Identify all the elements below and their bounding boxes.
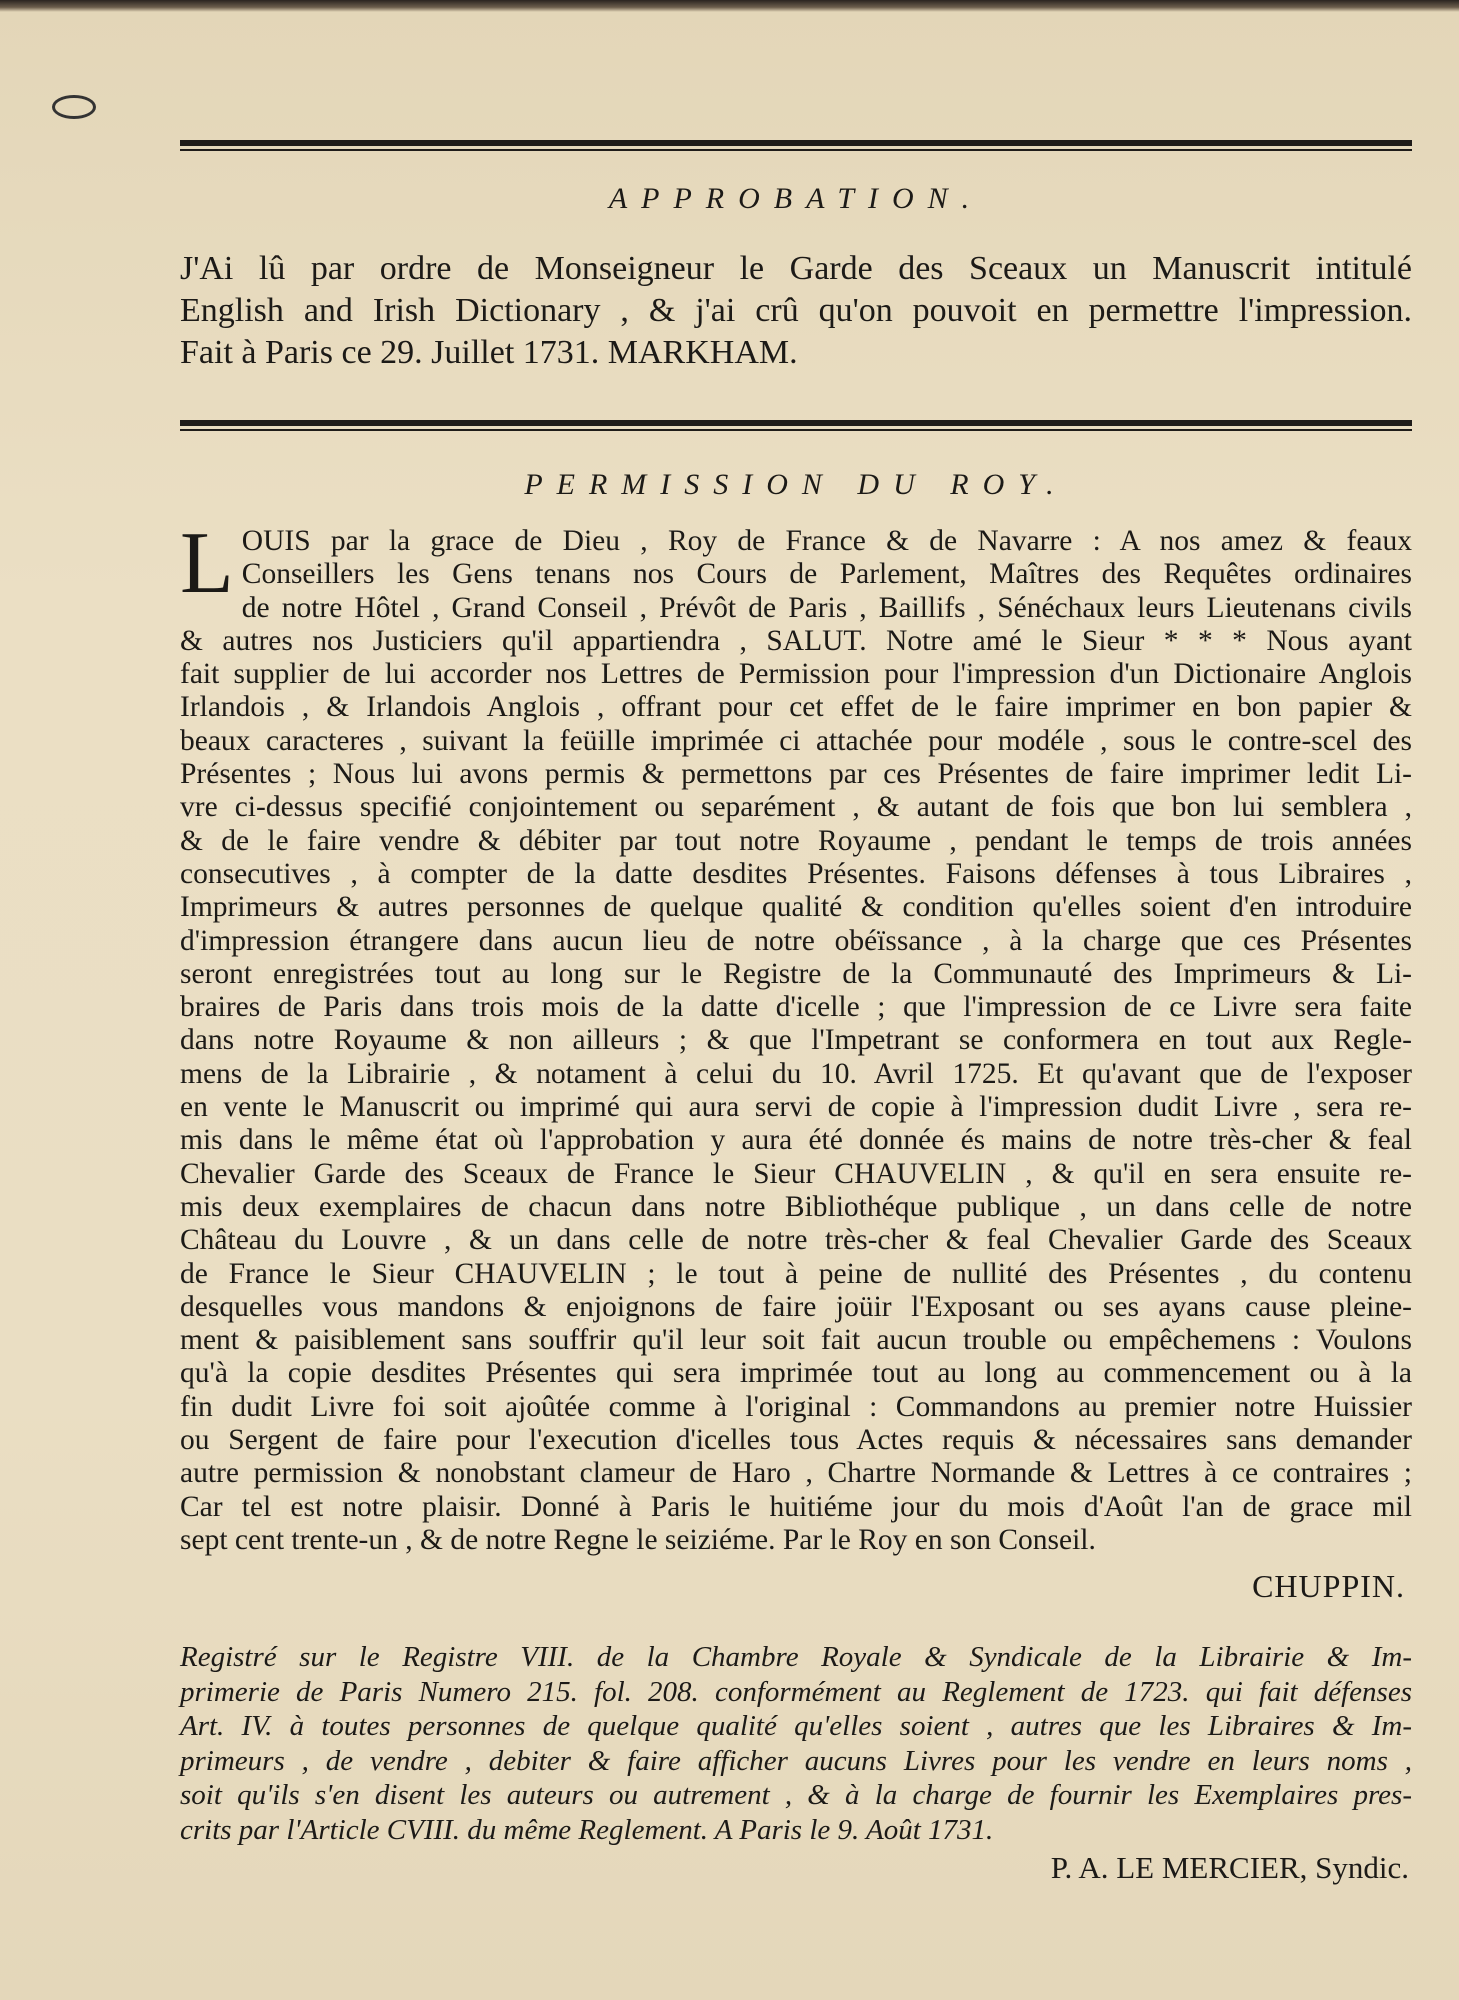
permission-text xyxy=(180,515,1412,1557)
top-rule-thin xyxy=(180,149,1412,151)
permission-line: consecutives , à compter de la datte desdites Présentes. Faisons défenses à tous Libraires , xyxy=(180,857,1412,890)
approbation-line: Fait à Paris ce 29. Juillet 1731. MARKHAM. xyxy=(180,334,798,371)
permission-line: ment & paisiblement sans souffrir qu'il leur soit fait aucun trouble ou empêchemens : Voulons xyxy=(180,1324,1412,1357)
permission-line: Présentes ; Nous lui avons permis & permettons par ces Présentes de faire imprimer ledit Li- xyxy=(180,758,1412,791)
middle-rule-thin xyxy=(180,429,1412,431)
permission-line: beaux caracteres , suivant la feüille imprimée ci attachée pour modéle , sous le contre-scel des xyxy=(180,724,1412,757)
permission-line: Car tel est notre plaisir. Donné à Paris le huitiéme jour du mois d'Août l'an de grace mil xyxy=(180,1490,1412,1523)
registre-line: primeurs , de vendre , debiter & faire afficher aucuns Livres pour les vendre en leurs noms , xyxy=(180,1744,1412,1777)
permission-line: desquelles vous mandons & enjoignons de faire joüir l'Exposant ou ses ayans cause pleine- xyxy=(180,1290,1412,1323)
permission-line: de notre Hôtel , Grand Conseil , Prévôt de Paris , Baillifs , Sénéchaux leurs Lieutenans civils xyxy=(241,591,1412,624)
approbation-line: English and Irish Dictionary , & j'ai crû qu'on pouvoit en permettre l'impression. xyxy=(180,292,1412,329)
registre-text xyxy=(180,1640,1412,1847)
permission-line: seront enregistrées tout au long sur le Registre de la Communauté des Imprimeurs & Li- xyxy=(180,957,1412,990)
permission-line: Château du Louvre , & un dans celle de notre très-cher & feal Chevalier Garde des Sceaux xyxy=(180,1224,1412,1257)
permission-line: vre ci-dessus specifié conjointement ou separément , & autant de fois que bon lui semblera , xyxy=(180,791,1412,824)
permission-title: PERMISSION DU ROY. xyxy=(524,468,1068,501)
permission-line: mens de la Librairie , & notament à celui du 10. Avril 1725. Et qu'avant que de l'exposer xyxy=(180,1057,1412,1090)
permission-line: & autres nos Justiciers qu'il appartiendra , SALUT. Notre amé le Sieur * * * Nous ayant xyxy=(180,624,1412,657)
permission-signature: CHUPPIN. xyxy=(1252,1568,1405,1604)
permission-line: de France le Sieur CHAUVELIN ; le tout à peine de nullité des Présentes , du contenu xyxy=(180,1257,1412,1290)
approbation-line: J'Ai lû par ordre de Monseigneur le Garde des Sceaux un Manuscrit intitulé xyxy=(180,250,1412,287)
permission-line: braires de Paris dans trois mois de la datte d'icelle ; que l'impression de ce Livre sera faite xyxy=(180,991,1412,1024)
middle-rule xyxy=(180,420,1412,426)
top-rule xyxy=(180,140,1412,146)
permission-line: fin dudit Livre foi soit ajoûtée comme à l'original : Commandons au premier notre Huissier xyxy=(180,1390,1412,1423)
permission-line: dans notre Royaume & non ailleurs ; & que l'Impetrant se conformera en tout aux Regle- xyxy=(180,1024,1412,1057)
permission-line: Imprimeurs & autres personnes de quelque qualité & condition qu'elles soient d'en introduire xyxy=(180,891,1412,924)
permission-line: Chevalier Garde des Sceaux de France le Sieur CHAUVELIN , & qu'il en sera ensuite re- xyxy=(180,1157,1412,1190)
permission-line: Conseillers les Gens tenans nos Cours de Parlement, Maîtres des Requêtes ordinaires xyxy=(241,558,1412,591)
permission-line: d'impression étrangere dans aucun lieu de notre obéïssance , à la charge que ces Présentes xyxy=(180,924,1412,957)
permission-line: ou Sergent de faire pour l'execution d'icelles tous Actes requis & nécessaires sans demander xyxy=(180,1424,1412,1457)
permission-line: mis dans le même état où l'approbation y aura été donnée és mains de notre très-cher & feal xyxy=(180,1124,1412,1157)
drop-cap: L xyxy=(180,515,234,612)
registre-line: crits par l'Article CVIII. du même Reglement. A Paris le 9. Août 1731. xyxy=(180,1813,994,1846)
registre-line: soit qu'ils s'en disent les auteurs ou autrement , & à la charge de fournir les Exemplaires pres- xyxy=(180,1779,1412,1811)
page-top-edge xyxy=(0,0,1459,12)
permission-line: mis deux exemplaires de chacun dans notre Bibliothéque publique , un dans celle de notre xyxy=(180,1190,1412,1223)
permission-line: Irlandois , & Irlandois Anglois , offrant pour cet effet de le faire imprimer en bon papier & xyxy=(180,691,1412,724)
registre-line: Registré sur le Registre VIII. de la Chambre Royale & Syndicale de la Librairie & Im- xyxy=(180,1641,1412,1673)
permission-line: autre permission & nonobstant clameur de Haro , Chartre Normande & Lettres à ce contraires ; xyxy=(180,1457,1412,1490)
permission-line: sept cent trente-un , & de notre Regne le seiziéme. Par le Roy en son Conseil. xyxy=(180,1523,1096,1556)
approbation-text xyxy=(180,248,1412,374)
permission-line: OUIS par la grace de Dieu , Roy de France & de Navarre : A nos amez & feaux xyxy=(241,525,1412,557)
permission-line: fait supplier de lui accorder nos Lettres de Permission pour l'impression d'un Dictionaire Anglois xyxy=(180,658,1412,691)
approbation-title: APPROBATION. xyxy=(608,182,984,215)
permission-line: qu'à la copie desdites Présentes qui sera imprimée tout au long au commencement ou à la xyxy=(180,1357,1412,1390)
permission-line: en vente le Manuscrit ou imprimé qui aura servi de copie à l'impression dudit Livre , sera re- xyxy=(180,1091,1412,1124)
permission-line: & de le faire vendre & débiter par tout notre Royaume , pendant le temps de trois années xyxy=(180,824,1412,857)
registre-line: Art. IV. à toutes personnes de quelque qualité qu'elles soient , autres que les Libraires & Im- xyxy=(180,1710,1412,1742)
registre-signature: P. A. LE MERCIER, Syndic. xyxy=(1050,1850,1409,1885)
registre-line: primerie de Paris Numero 215. fol. 208. conformément au Reglement de 1723. qui fait défenses xyxy=(180,1675,1412,1708)
ink-mark xyxy=(52,95,96,119)
